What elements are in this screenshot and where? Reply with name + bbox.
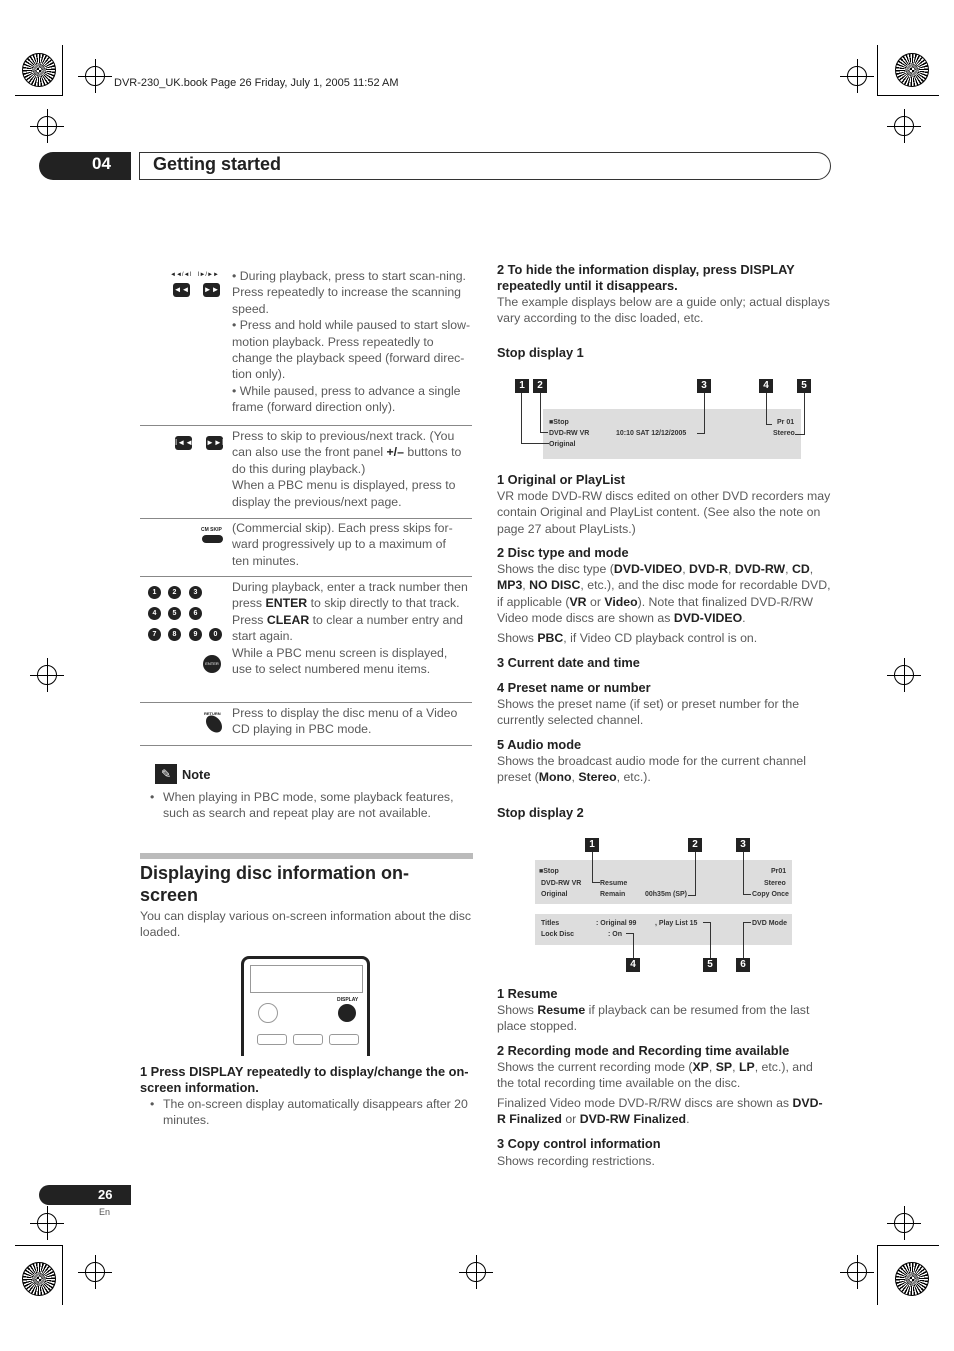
stop1-heading: Stop display 1: [497, 345, 584, 360]
return-desc: Press to display the disc menu of a Video CD playing in PBC mode.: [232, 706, 458, 737]
return-button-icon: [206, 713, 222, 735]
number-key-1-icon: 1: [148, 586, 161, 599]
callout-3: 3: [736, 838, 750, 852]
registration-mark-icon: [85, 1262, 105, 1282]
registration-mark-icon: [466, 1262, 486, 1282]
number-key-8-icon: 8: [168, 628, 181, 641]
stop1-item4-title: 4 Preset name or number: [497, 680, 651, 695]
fast-forward-button-icon: ►►: [203, 283, 220, 297]
round-button-icon: [258, 1003, 278, 1023]
display-key-label: DISPLAY: [337, 997, 359, 1003]
step1-bullet: • The on-screen display automatically disappears after 20 minutes.: [150, 1097, 468, 1128]
registration-mark-icon: [847, 1262, 867, 1282]
section-intro: You can display various on-screen information about the disc loaded.: [140, 909, 472, 940]
stop1-item5-title: 5 Audio mode: [497, 737, 582, 752]
stop2-heading: Stop display 2: [497, 805, 584, 820]
callout-2: 2: [688, 838, 702, 852]
stop1-pbc-text: Shows PBC, if Video CD playback control is on.: [497, 631, 758, 645]
display-button-icon: [338, 1004, 356, 1022]
section-title: Displaying disc information on-screen: [140, 863, 410, 905]
registration-mark-icon: [894, 665, 914, 685]
registration-mark-icon: [37, 1213, 57, 1233]
cm-skip-key-label: CM SKIP: [201, 527, 222, 533]
number-key-5-icon: 5: [168, 607, 181, 620]
table-divider: [140, 745, 472, 746]
callout-5: 5: [703, 958, 717, 972]
stop2-osd-top: ■ Stop DVD-RW VR Original Resume Remain 00h35m (SP) Pr01 Stereo Copy Once: [535, 860, 792, 904]
registration-mark-icon: [894, 116, 914, 136]
stop2-item3-title: 3 Copy control information: [497, 1136, 661, 1151]
stop1-osd: ■ Stop DVD-RW VR Original 10:10 SAT 12/12/2005 Pr 01 Stereo: [543, 409, 801, 459]
callout-1: 1: [515, 379, 529, 393]
stop2-finalized-text: Finalized Video mode DVD-R/RW discs are shown as DVD-R Finalized or DVD-RW Finalized.: [497, 1096, 823, 1127]
chapter-title: Getting started: [153, 154, 282, 174]
callout-6: 6: [736, 958, 750, 972]
registration-star-icon: [895, 53, 929, 87]
number-key-4-icon: 4: [148, 607, 161, 620]
print-header-info: DVR-230_UK.book Page 26 Friday, July 1, 2005 11:52 AM: [114, 77, 399, 89]
stop1-item5-text: Shows the broadcast audio mode for the current channel preset (Mono, Stereo, etc.).: [497, 754, 806, 785]
skip-desc: Press to skip to previous/next track. (You can also use the front panel +/– buttons to do this during playback.) When a PBC menu is displayed, press to display the previous/next page.: [232, 429, 462, 509]
scan-key-labels: ◄◄/◄I I►/►►: [170, 272, 219, 278]
stop2-item1-title: 1 Resume: [497, 986, 558, 1001]
stop2-item2-title: 2 Recording mode and Recording time available: [497, 1043, 790, 1058]
callout-4: 4: [626, 958, 640, 972]
callout-1: 1: [585, 838, 599, 852]
return-key-label: RETURN: [204, 711, 221, 716]
page-number: 26: [98, 1187, 113, 1202]
step2-title: 2 To hide the information display, press DISPLAY repeatedly until it disappears.: [497, 262, 795, 293]
number-key-2-icon: 2: [168, 586, 181, 599]
remote-control-illustration: [241, 956, 370, 1056]
rewind-button-icon: ◄◄: [173, 283, 190, 297]
callout-3: 3: [697, 379, 711, 393]
registration-star-icon: [22, 53, 56, 87]
stop1-item4-text: Shows the preset name (if set) or preset number for the currently selected channel.: [497, 697, 800, 728]
number-key-7-icon: 7: [148, 628, 161, 641]
chapter-tab: [39, 152, 131, 180]
stop2-item2-text: Shows the current recording mode (XP, SP, LP, etc.), and the total recording time available on the disc.: [497, 1060, 813, 1091]
callout-2: 2: [533, 379, 547, 393]
number-keys-desc: During playback, enter a track number then press ENTER to skip directly to that track. Press CLEAR to clear a number entry and start again. While a PBC menu screen is displayed, use to select numbered menu items.: [232, 580, 468, 677]
stop2-item3-text: Shows recording restrictions.: [497, 1154, 655, 1168]
skip-previous-button-icon: I◄◄: [175, 436, 192, 450]
section-rule: [140, 853, 473, 859]
note-text: • When playing in PBC mode, some playback features, such as search and repeat play are not available.: [150, 790, 454, 821]
table-divider: [140, 702, 472, 703]
number-key-6-icon: 6: [189, 607, 202, 620]
registration-mark-icon: [847, 66, 867, 86]
registration-mark-icon: [85, 66, 105, 86]
registration-mark-icon: [37, 116, 57, 136]
cm-skip-button-icon: [202, 535, 223, 543]
table-divider: [140, 518, 472, 519]
stop2-osd-bottom: Titles : Original 99 , Play List 15 Lock Disc : On DVD Mode: [535, 914, 792, 945]
stop1-item1-title: 1 Original or PlayList: [497, 472, 626, 487]
page-number-tab: [39, 1185, 131, 1205]
note-title: Note: [182, 767, 211, 782]
stop1-item2-text: Shows the disc type (DVD-VIDEO, DVD-R, DVD-RW, CD, MP3, NO DISC, etc.), and the disc mode for recordable DVD, if applicable (VR or Video). Note that finalized DVD-R/RW Video mode discs are shown as DVD-VIDEO.: [497, 562, 831, 626]
step1-title: 1 Press DISPLAY repeatedly to display/change the on-screen information.: [140, 1064, 469, 1095]
stop2-item1-text: Shows Resume if playback can be resumed from the last place stopped.: [497, 1003, 810, 1034]
skip-next-button-icon: ►►I: [206, 436, 223, 450]
callout-4: 4: [759, 379, 773, 393]
note-icon: ✎: [155, 764, 177, 784]
table-divider: [140, 576, 472, 577]
scan-desc: • During playback, press to start scan-ning. Press repeatedly to increase the scanning speed. • Press and hold while paused to start slow-motion playback. Press repeatedly to change the playback speed (forward direc-tion only). • While paused, press to advance a single frame (forward direction only).: [232, 269, 471, 415]
chapter-number: 04: [92, 154, 111, 173]
enter-button-icon: ENTER: [203, 655, 221, 673]
stop1-item3-title: 3 Current date and time: [497, 655, 640, 670]
stop1-item1-text: VR mode DVD-RW discs edited on other DVD recorders may contain Original and PlayList content. (See also the note on page 27 about PlayLists.): [497, 489, 831, 536]
registration-mark-icon: [37, 665, 57, 685]
number-key-3-icon: 3: [189, 586, 202, 599]
callout-5: 5: [797, 379, 811, 393]
step2-text: The example displays below are a guide only; actual displays vary according to the disc loaded, etc.: [497, 295, 830, 326]
table-divider: [140, 425, 472, 426]
cm-skip-desc: (Commercial skip). Each press skips for-ward progressively up to a maximum of ten minutes.: [232, 521, 453, 568]
stop1-item2-title: 2 Disc type and mode: [497, 545, 629, 560]
registration-star-icon: [22, 1262, 56, 1296]
number-key-0-icon: 0: [209, 628, 222, 641]
number-key-9-icon: 9: [189, 628, 202, 641]
registration-mark-icon: [894, 1213, 914, 1233]
registration-star-icon: [895, 1262, 929, 1296]
language-code: En: [99, 1207, 111, 1217]
